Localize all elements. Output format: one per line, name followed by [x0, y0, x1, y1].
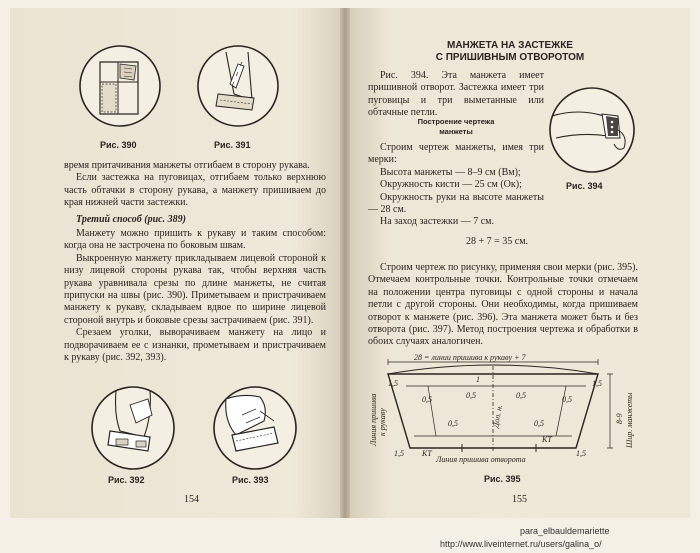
measures-block	[368, 142, 544, 229]
fig-390-caption: Рис. 390	[100, 140, 137, 150]
paragraph: Выкроенную манжету прикладываем лицевой стороной к низу лицевой стороны рукава так, чтобы верхняя часть рукава уравнивала срезы по длине манжеты, не считая припуски на швы (рис. 390). Приметываем и пристрачиваем манжету к рукаву, складываем вдвое по ширине лицевой стороной внутрь и боковые срезы застрачиваем (рис. 391).	[64, 252, 326, 326]
diagram-left-label-2: к рукаву	[378, 408, 387, 436]
book-gutter	[340, 8, 350, 518]
title-line-2: С ПРИШИВНЫМ ОТВОРОТОМ	[435, 52, 585, 63]
diagram-right-label-1: 8-9	[615, 413, 624, 424]
diagram-value: 1	[476, 375, 480, 384]
diagram-right-label-2: Шир. манжеты	[625, 392, 634, 448]
figure-393	[212, 385, 298, 471]
measure-1: Высота манжеты — 8–9 см (Вм);	[380, 166, 521, 178]
diagram-value: 0,5	[448, 419, 458, 428]
paragraph: время притачивания манжеты отгибаем в сторону рукава.	[64, 160, 310, 171]
fig-393-caption: Рис. 393	[232, 475, 269, 485]
fig-391-caption: Рис. 391	[214, 140, 251, 150]
page-number-right: 155	[512, 494, 527, 505]
watermark-name: para_elbauldemariette	[520, 526, 610, 536]
diagram-value: 0,5	[516, 391, 526, 400]
paragraph: Манжету можно пришить к рукаву и таким способом: когда она не застрочена по боковым швам.	[64, 228, 326, 252]
section-title	[410, 40, 610, 64]
method-heading: Третий способ (рис. 389)	[76, 214, 186, 225]
diagram-value: 0,5	[534, 419, 544, 428]
diagram-kt-left: КТ	[422, 449, 432, 458]
figure-395-pattern-diagram	[366, 352, 636, 468]
diagram-kt-right: КТ	[542, 435, 552, 444]
left-text-block-1	[64, 160, 326, 210]
diagram-value: 0,5	[562, 395, 572, 404]
diagram-value: 1,5	[576, 449, 586, 458]
figure-394	[548, 86, 636, 174]
figure-392	[90, 385, 176, 471]
measure-2: Окружность кисти — 25 см (Ок);	[380, 179, 522, 191]
diagram-value: 0,5	[422, 395, 432, 404]
diagram-left-label-1: Линия пришива	[369, 393, 378, 446]
construction-subheading	[368, 117, 544, 137]
diagram-fold-label: Доп. н.	[491, 404, 504, 429]
measure-4: На заход застежки — 7 см.	[380, 216, 494, 228]
main-paragraph: Строим чертеж по рисунку, применяя свои мерки (рис. 395). Отмечаем контрольные точки. Контрольные точки отмечаем на положении центра пуговицы с одной стороны и начала петли с другой стороны. Они необходимы, когда пришиваем отворот к манжете (рис. 396). Эта манжета может быть и без отворота (рис. 397). Метод построения чертежа и обработки в обоих случаях аналогичен.	[368, 262, 638, 348]
diagram-value: 1,5	[592, 379, 602, 388]
watermark-url: http://www.liveinternet.ru/users/galina_o/	[440, 539, 602, 549]
measure-3: Окружность руки на высоте манжеты — 28 см.	[368, 191, 544, 216]
figure-391	[196, 44, 280, 128]
fig-392-caption: Рис. 392	[108, 475, 145, 485]
diagram-value: 1,5	[388, 379, 398, 388]
left-text-block-2	[64, 228, 326, 364]
subheading-line-2: манжеты	[439, 127, 473, 136]
title-line-1: МАНЖЕТА НА ЗАСТЕЖКЕ	[447, 40, 573, 51]
diagram-top-label: 28 = линии пришива к рукаву + 7	[414, 353, 526, 362]
intro-paragraph: Рис. 394. Эта манжета имеет пришивной отворот. Застежка имеет три пуговицы и три выметанные или обтачные петли.	[368, 70, 544, 119]
formula: 28 + 7 = 35 см.	[466, 236, 529, 247]
figure-390	[78, 44, 162, 128]
fig-394-caption: Рис. 394	[566, 181, 603, 191]
diagram-bottom-label: Линия пришива отворота	[436, 455, 526, 464]
fig-395-caption: Рис. 395	[484, 474, 521, 484]
measures-intro: Строим чертеж манжеты, имея три мерки:	[368, 142, 544, 166]
paragraph: Если застежка на пуговицах, отгибаем только верхнюю часть обтачки в сторону рукава, а манжету пришиваем до края нижней части застежки.	[64, 172, 326, 209]
diagram-value: 1,5	[394, 449, 404, 458]
diagram-value: 0,5	[466, 391, 476, 400]
page-number-left: 154	[184, 494, 199, 505]
subheading-line-1: Построение чертежа	[417, 117, 495, 126]
paragraph: Срезаем уголки, выворачиваем манжету на лицо и подворачиваем ее с изнанки, прометываем и пристрачиваем к рукаву (рис. 392, 393).	[64, 327, 326, 364]
